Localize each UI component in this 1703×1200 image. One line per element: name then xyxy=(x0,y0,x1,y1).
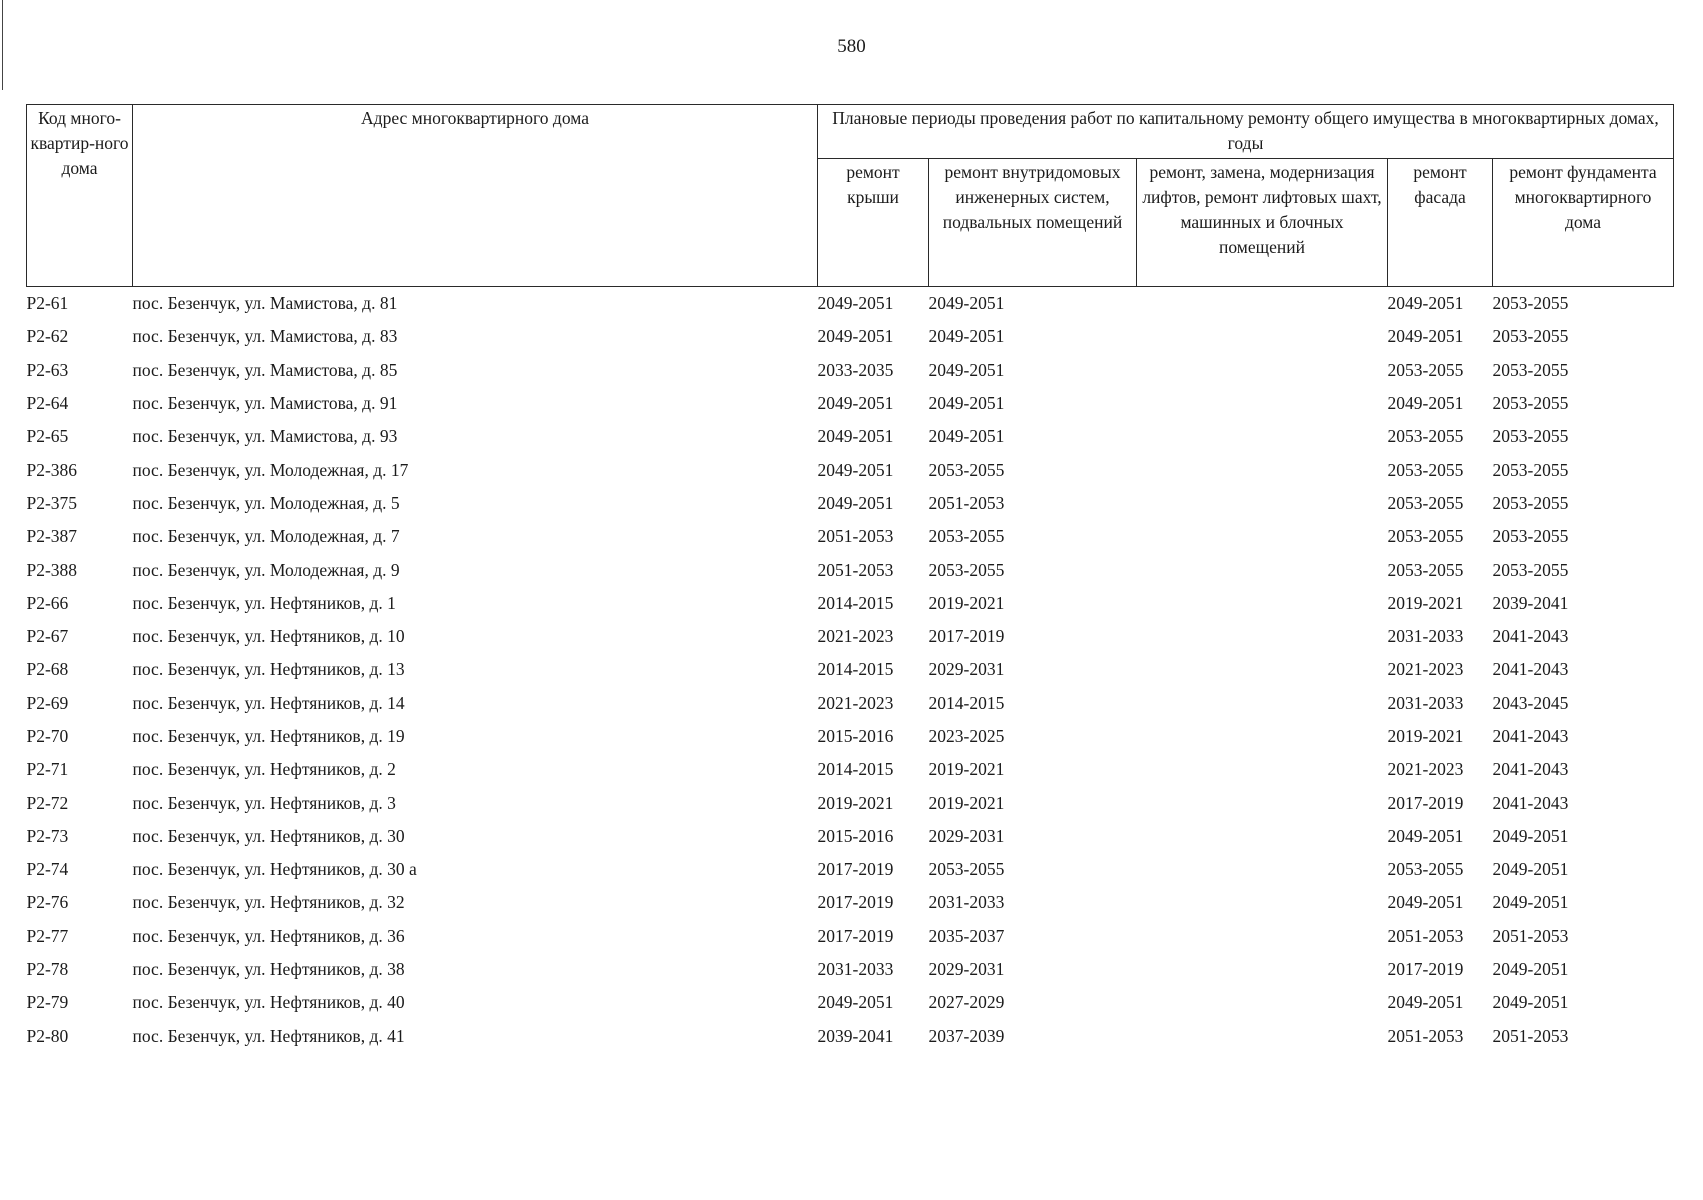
cell-code: Р2-77 xyxy=(26,925,69,946)
header-lifts: ремонт, замена, модернизация лифтов, ремонт лифтовых шахт, машинных и блочных помещений xyxy=(1137,159,1388,287)
table-row xyxy=(27,453,1674,486)
table-row xyxy=(27,853,1674,886)
cell-facade: 2031-2033 xyxy=(1387,692,1464,713)
cell-lifts xyxy=(1137,786,1388,819)
cell-foundation: 2053-2055 xyxy=(1492,526,1569,547)
cell-foundation: 2053-2055 xyxy=(1492,559,1569,580)
table-body xyxy=(27,287,1674,1053)
cell-systems: 2051-2053 xyxy=(928,492,1005,513)
cell-systems: 2014-2015 xyxy=(928,692,1005,713)
table-row xyxy=(27,1020,1674,1053)
cell-systems: 2023-2025 xyxy=(928,726,1005,746)
cell-systems: 2053-2055 xyxy=(928,859,1005,880)
cell-facade: 2031-2033 xyxy=(1387,626,1464,647)
cell-systems: 2037-2039 xyxy=(928,1025,1005,1046)
cell-code: Р2-67 xyxy=(26,626,69,647)
cell-lifts xyxy=(1137,320,1388,353)
cell-roof: 2049-2051 xyxy=(817,326,894,347)
cell-code: Р2-65 xyxy=(26,426,69,447)
table-row xyxy=(27,720,1674,753)
cell-facade: 2053-2055 xyxy=(1387,359,1464,380)
cell-address: пос. Безенчук, ул. Мамистова, д. 85 xyxy=(132,359,398,380)
cell-lifts xyxy=(1137,920,1388,953)
cell-foundation: 2051-2053 xyxy=(1492,925,1569,946)
cell-address: пос. Безенчук, ул. Нефтяников, д. 30 xyxy=(132,825,405,846)
cell-foundation: 2049-2051 xyxy=(1492,992,1569,1013)
page-number: 580 xyxy=(837,36,866,57)
cell-address: пос. Безенчук, ул. Нефтяников, д. 41 xyxy=(132,1025,405,1046)
cell-facade: 2049-2051 xyxy=(1387,892,1464,913)
cell-foundation: 2039-2041 xyxy=(1492,592,1569,613)
cell-facade: 2049-2051 xyxy=(1387,326,1464,347)
header-code: Код много-квартир-ного дома xyxy=(27,105,133,287)
header-facade: ремонт фасада xyxy=(1388,159,1493,287)
cell-address: пос. Безенчук, ул. Молодежная, д. 7 xyxy=(132,526,400,547)
cell-systems: 2027-2029 xyxy=(928,992,1005,1013)
cell-systems: 2029-2031 xyxy=(928,959,1005,980)
cell-roof: 2051-2053 xyxy=(817,526,894,547)
cell-address: пос. Безенчук, ул. Мамистова, д. 81 xyxy=(132,293,398,314)
cell-foundation: 2053-2055 xyxy=(1492,426,1569,447)
cell-code: Р2-76 xyxy=(26,892,69,913)
cell-roof: 2039-2041 xyxy=(817,1025,894,1046)
cell-address: пос. Безенчук, ул. Мамистова, д. 83 xyxy=(132,326,398,347)
cell-code: Р2-69 xyxy=(26,692,69,713)
table-row xyxy=(27,354,1674,387)
table-row xyxy=(27,287,1674,321)
cell-lifts xyxy=(1137,953,1388,986)
cell-systems: 2053-2055 xyxy=(928,526,1005,547)
cell-address: пос. Безенчук, ул. Нефтяников, д. 1 xyxy=(132,592,396,613)
cell-address: пос. Безенчук, ул. Нефтяников, д. 10 xyxy=(132,626,405,647)
cell-lifts xyxy=(1137,687,1388,720)
cell-roof: 2049-2051 xyxy=(817,992,894,1013)
cell-address: пос. Безенчук, ул. Нефтяников, д. 19 xyxy=(132,726,405,746)
table-row xyxy=(27,653,1674,686)
cell-code: Р2-375 xyxy=(26,492,78,513)
cell-foundation: 2049-2051 xyxy=(1492,892,1569,913)
cell-foundation: 2049-2051 xyxy=(1492,959,1569,980)
table-row xyxy=(27,753,1674,786)
cell-systems: 2017-2019 xyxy=(928,626,1005,647)
table-row xyxy=(27,420,1674,453)
cell-code: Р2-388 xyxy=(26,559,78,580)
header-address: Адрес многоквартирного дома xyxy=(133,105,818,287)
header-work-periods: Плановые периоды проведения работ по капитальному ремонту общего имущества в многоквартирных домах, годы xyxy=(818,105,1674,159)
cell-lifts xyxy=(1137,1020,1388,1053)
cell-address: пос. Безенчук, ул. Нефтяников, д. 32 xyxy=(132,892,405,913)
cell-lifts xyxy=(1137,553,1388,586)
cell-facade: 2053-2055 xyxy=(1387,526,1464,547)
table-row xyxy=(27,886,1674,919)
cell-code: Р2-62 xyxy=(26,326,69,347)
cell-facade: 2053-2055 xyxy=(1387,426,1464,447)
cell-address: пос. Безенчук, ул. Нефтяников, д. 36 xyxy=(132,925,405,946)
cell-lifts xyxy=(1137,387,1388,420)
cell-facade: 2017-2019 xyxy=(1387,792,1464,813)
table-row xyxy=(27,953,1674,986)
cell-roof: 2049-2051 xyxy=(817,293,894,314)
table-row xyxy=(27,620,1674,653)
table-row xyxy=(27,786,1674,819)
cell-facade: 2021-2023 xyxy=(1387,659,1464,680)
cell-lifts xyxy=(1137,453,1388,486)
cell-address: пос. Безенчук, ул. Нефтяников, д. 3 xyxy=(132,792,396,813)
cell-systems: 2019-2021 xyxy=(928,759,1005,780)
cell-systems: 2029-2031 xyxy=(928,659,1005,680)
cell-lifts xyxy=(1137,420,1388,453)
cell-foundation: 2053-2055 xyxy=(1492,293,1569,314)
cell-systems: 2053-2055 xyxy=(928,559,1005,580)
cell-roof: 2015-2016 xyxy=(817,825,894,846)
cell-foundation: 2053-2055 xyxy=(1492,326,1569,347)
cell-lifts xyxy=(1137,520,1388,553)
cell-lifts xyxy=(1137,853,1388,886)
cell-roof: 2021-2023 xyxy=(817,626,894,647)
cell-systems: 2049-2051 xyxy=(928,293,1005,314)
table-row xyxy=(27,320,1674,353)
cell-systems: 2049-2051 xyxy=(928,426,1005,447)
cell-facade: 2051-2053 xyxy=(1387,1025,1464,1046)
cell-foundation: 2049-2051 xyxy=(1492,859,1569,880)
cell-roof: 2017-2019 xyxy=(817,859,894,880)
cell-code: Р2-78 xyxy=(26,959,69,980)
cell-roof: 2015-2016 xyxy=(817,726,894,746)
cell-lifts xyxy=(1137,653,1388,686)
cell-facade: 2049-2051 xyxy=(1387,393,1464,414)
table-row xyxy=(27,487,1674,520)
cell-code: Р2-63 xyxy=(26,359,69,380)
cell-facade: 2051-2053 xyxy=(1387,925,1464,946)
table-row xyxy=(27,920,1674,953)
cell-systems: 2053-2055 xyxy=(928,459,1005,480)
cell-systems: 2049-2051 xyxy=(928,393,1005,414)
cell-systems: 2019-2021 xyxy=(928,592,1005,613)
cell-facade: 2053-2055 xyxy=(1387,459,1464,480)
cell-address: пос. Безенчук, ул. Нефтяников, д. 30 а xyxy=(132,859,417,880)
cell-foundation: 2041-2043 xyxy=(1492,759,1569,780)
cell-roof: 2049-2051 xyxy=(817,492,894,513)
cell-lifts xyxy=(1137,986,1388,1019)
cell-facade: 2049-2051 xyxy=(1387,825,1464,846)
cell-lifts xyxy=(1137,287,1388,321)
cell-code: Р2-66 xyxy=(26,592,69,613)
cell-code: Р2-64 xyxy=(26,393,69,414)
cell-foundation: 2041-2043 xyxy=(1492,726,1569,746)
cell-foundation: 2041-2043 xyxy=(1492,659,1569,680)
cell-foundation: 2051-2053 xyxy=(1492,1025,1569,1046)
cell-systems: 2029-2031 xyxy=(928,825,1005,846)
cell-facade: 2021-2023 xyxy=(1387,759,1464,780)
cell-foundation: 2043-2045 xyxy=(1492,692,1569,713)
cell-roof: 2021-2023 xyxy=(817,692,894,713)
capital-repair-schedule-table xyxy=(26,104,1674,1053)
cell-code: Р2-68 xyxy=(26,659,69,680)
cell-facade: 2049-2051 xyxy=(1387,992,1464,1013)
cell-lifts xyxy=(1137,820,1388,853)
cell-code: Р2-70 xyxy=(26,726,69,746)
table-row xyxy=(27,687,1674,720)
cell-code: Р2-73 xyxy=(26,825,69,846)
table-row xyxy=(27,820,1674,853)
cell-code: Р2-74 xyxy=(26,859,69,880)
cell-lifts xyxy=(1137,720,1388,753)
header-systems: ремонт внутридомовых инженерных систем, подвальных помещений xyxy=(929,159,1137,287)
cell-roof: 2049-2051 xyxy=(817,426,894,447)
cell-facade: 2053-2055 xyxy=(1387,492,1464,513)
cell-address: пос. Безенчук, ул. Нефтяников, д. 13 xyxy=(132,659,405,680)
cell-roof: 2014-2015 xyxy=(817,659,894,680)
cell-code: Р2-72 xyxy=(26,792,69,813)
cell-lifts xyxy=(1137,886,1388,919)
cell-address: пос. Безенчук, ул. Нефтяников, д. 40 xyxy=(132,992,405,1013)
cell-address: пос. Безенчук, ул. Молодежная, д. 5 xyxy=(132,492,400,513)
cell-code: Р2-61 xyxy=(26,293,69,314)
cell-roof: 2033-2035 xyxy=(817,359,894,380)
cell-code: Р2-387 xyxy=(26,526,78,547)
cell-code: Р2-80 xyxy=(26,1025,69,1046)
cell-systems: 2035-2037 xyxy=(928,925,1005,946)
cell-address: пос. Безенчук, ул. Нефтяников, д. 38 xyxy=(132,959,405,980)
cell-foundation: 2041-2043 xyxy=(1492,792,1569,813)
cell-address: пос. Безенчук, ул. Нефтяников, д. 14 xyxy=(132,692,405,713)
cell-systems: 2019-2021 xyxy=(928,792,1005,813)
cell-foundation: 2053-2055 xyxy=(1492,459,1569,480)
cell-roof: 2051-2053 xyxy=(817,559,894,580)
cell-foundation: 2053-2055 xyxy=(1492,393,1569,414)
cell-lifts xyxy=(1137,753,1388,786)
cell-roof: 2014-2015 xyxy=(817,592,894,613)
cell-roof: 2017-2019 xyxy=(817,925,894,946)
cell-lifts xyxy=(1137,354,1388,387)
cell-facade: 2053-2055 xyxy=(1387,859,1464,880)
cell-facade: 2019-2021 xyxy=(1387,726,1464,746)
header-roof: ремонт крыши xyxy=(818,159,929,287)
cell-roof: 2049-2051 xyxy=(817,459,894,480)
cell-address: пос. Безенчук, ул. Мамистова, д. 91 xyxy=(132,393,398,414)
cell-systems: 2031-2033 xyxy=(928,892,1005,913)
cell-lifts xyxy=(1137,620,1388,653)
cell-address: пос. Безенчук, ул. Нефтяников, д. 2 xyxy=(132,759,396,780)
cell-foundation: 2049-2051 xyxy=(1492,825,1569,846)
cell-systems: 2049-2051 xyxy=(928,359,1005,380)
cell-facade: 2053-2055 xyxy=(1387,559,1464,580)
table-row xyxy=(27,520,1674,553)
header-foundation: ремонт фундамента многоквартирного дома xyxy=(1493,159,1674,287)
cell-address: пос. Безенчук, ул. Молодежная, д. 9 xyxy=(132,559,400,580)
cell-facade: 2019-2021 xyxy=(1387,592,1464,613)
cell-address: пос. Безенчук, ул. Мамистова, д. 93 xyxy=(132,426,398,447)
table-row xyxy=(27,553,1674,586)
cell-roof: 2014-2015 xyxy=(817,759,894,780)
cell-foundation: 2041-2043 xyxy=(1492,626,1569,647)
cell-roof: 2017-2019 xyxy=(817,892,894,913)
cell-systems: 2049-2051 xyxy=(928,326,1005,347)
cell-code: Р2-386 xyxy=(26,459,78,480)
cell-facade: 2049-2051 xyxy=(1387,293,1464,314)
table-row xyxy=(27,587,1674,620)
table-row xyxy=(27,986,1674,1019)
cell-foundation: 2053-2055 xyxy=(1492,492,1569,513)
cell-roof: 2031-2033 xyxy=(817,959,894,980)
cell-code: Р2-71 xyxy=(26,759,69,780)
cell-foundation: 2053-2055 xyxy=(1492,359,1569,380)
cell-facade: 2017-2019 xyxy=(1387,959,1464,980)
cell-roof: 2049-2051 xyxy=(817,393,894,414)
table-row xyxy=(27,387,1674,420)
cell-code: Р2-79 xyxy=(26,992,69,1013)
cell-address: пос. Безенчук, ул. Молодежная, д. 17 xyxy=(132,459,409,480)
cell-lifts xyxy=(1137,487,1388,520)
cell-lifts xyxy=(1137,587,1388,620)
cell-roof: 2019-2021 xyxy=(817,792,894,813)
